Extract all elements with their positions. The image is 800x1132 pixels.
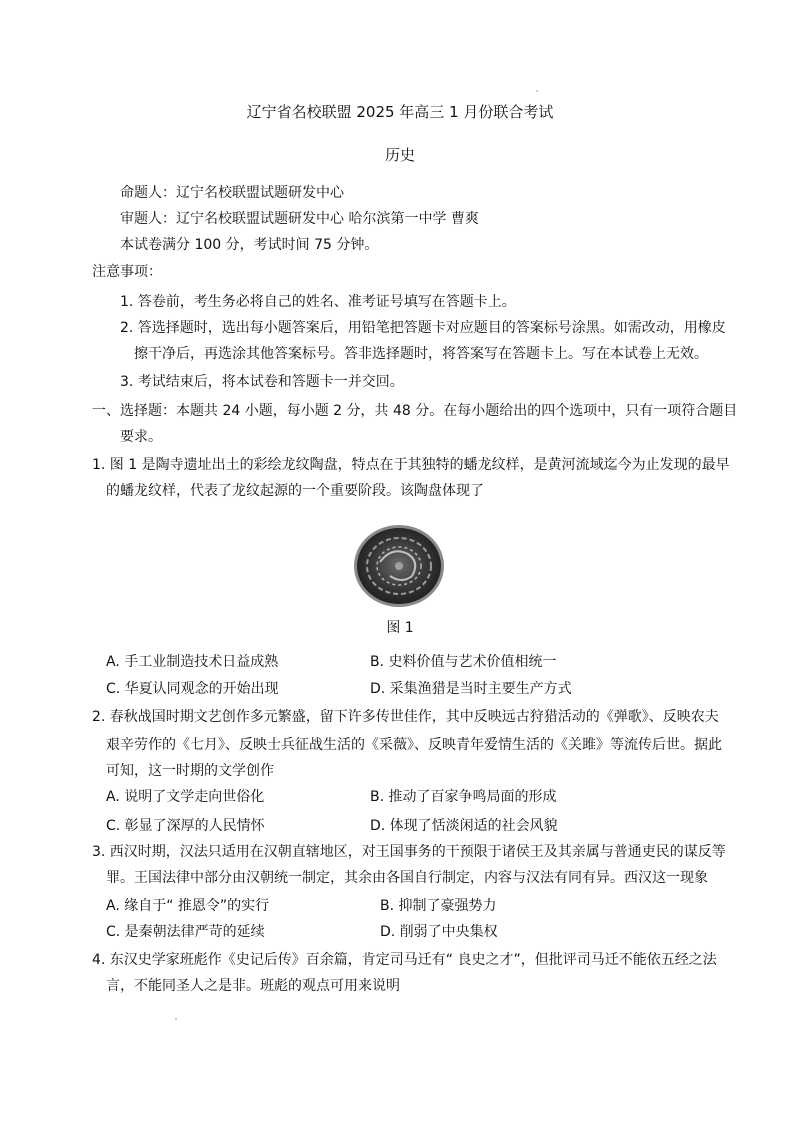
scan-speck <box>175 1018 177 1020</box>
q1-option-b: B. 史料价值与艺术价值相统一 <box>370 654 557 670</box>
section-heading-cont: 要求。 <box>120 429 162 445</box>
q4-stem: 4. 东汉史学家班彪作《史记后传》百余篇，肯定司马迁有“ 良史之才”，但批评司马迁不能依五经之法 <box>92 952 717 968</box>
q1-option-d: D. 采集渔猎是当时主要生产方式 <box>370 681 572 697</box>
q2-option-d: D. 体现了恬淡闲适的社会风貌 <box>370 818 558 834</box>
q2-option-c: C. 彰显了深厚的人民情怀 <box>106 818 265 834</box>
score-time-line: 本试卷满分 100 分，考试时间 75 分钟。 <box>120 237 379 253</box>
q3-option-a: A. 缘自于“ 推恩令”的实行 <box>106 898 270 914</box>
q1-stem-cont: 的蟠龙纹样，代表了龙纹起源的一个重要阶段。该陶盘体现了 <box>106 483 484 499</box>
q3-option-b: B. 抑制了豪强势力 <box>380 898 497 914</box>
section-heading: 一、选择题：本题共 24 小题，每小题 2 分，共 48 分。在每小题给出的四个选项中，只有一项符合题目 <box>92 403 738 419</box>
note-item-2: 2. 答选择题时，选出每小题答案后，用铅笔把答题卡对应题目的答案标号涂黑。如需改动，用橡皮 <box>120 320 726 336</box>
q2-stem: 2. 春秋战国时期文艺创作多元繁盛，留下许多传世佳作，其中反映远古狩猎活动的《弹歌》、反映农夫 <box>92 709 719 725</box>
q2-option-a: A. 说明了文学走向世俗化 <box>106 789 265 805</box>
note-item-1: 1. 答卷前，考生务必将自己的姓名、准考证号填写在答题卡上。 <box>120 294 516 310</box>
reviewer-line: 审题人：辽宁名校联盟试题研发中心 哈尔滨第一中学 曹爽 <box>120 211 479 227</box>
q3-stem: 3. 西汉时期，汉法只适用在汉朝直辖地区，对王国事务的干预限于诸侯王及其亲属与普通吏民的谋反等 <box>92 844 726 860</box>
note-item-3: 3. 考试结束后，将本试卷和答题卡一并交回。 <box>120 374 404 390</box>
q3-option-d: D. 削弱了中央集权 <box>380 924 498 940</box>
q4-stem-cont: 言，不能同圣人之是非。班彪的观点可用来说明 <box>106 978 400 994</box>
setter-line: 命题人：辽宁名校联盟试题研发中心 <box>120 185 344 201</box>
q3-stem-cont: 罪。王国法律中部分由汉朝统一制定，其余由各国自行制定，内容与汉法有同有异。西汉这一现象 <box>106 870 708 886</box>
q3-option-c: C. 是秦朝法律严苛的延续 <box>106 924 265 940</box>
q1-stem: 1. 图 1 是陶寺遗址出土的彩绘龙纹陶盘，特点在于其独特的蟠龙纹样，是黄河流域迄今为止发现的最早 <box>92 457 730 473</box>
q1-option-c: C. 华夏认同观念的开始出现 <box>106 681 279 697</box>
note-item-2-cont: 擦干净后，再选涂其他答案标号。答非选择题时，将答案写在答题卡上。写在本试卷上无效。 <box>134 346 708 362</box>
q2-stem-cont-2: 可知，这一时期的文学创作 <box>106 763 274 779</box>
notes-heading: 注意事项： <box>92 264 162 280</box>
subject-title: 历史 <box>384 146 415 164</box>
q1-option-a: A. 手工业制造技术日益成熟 <box>106 654 279 670</box>
q2-option-b: B. 推动了百家争鸣局面的形成 <box>370 789 557 805</box>
scan-speck <box>536 90 538 92</box>
q2-stem-cont-1: 艰辛劳作的《七月》、反映士兵征战生活的《采薇》、反映青年爱情生活的《关雎》等流传后世。据此 <box>106 737 722 753</box>
exam-title: 辽宁省名校联盟 2025 年高三 1 月份联合考试 <box>246 103 554 121</box>
figure-caption: 图 1 <box>386 620 414 636</box>
painted-dragon-plate-figure <box>352 522 446 608</box>
